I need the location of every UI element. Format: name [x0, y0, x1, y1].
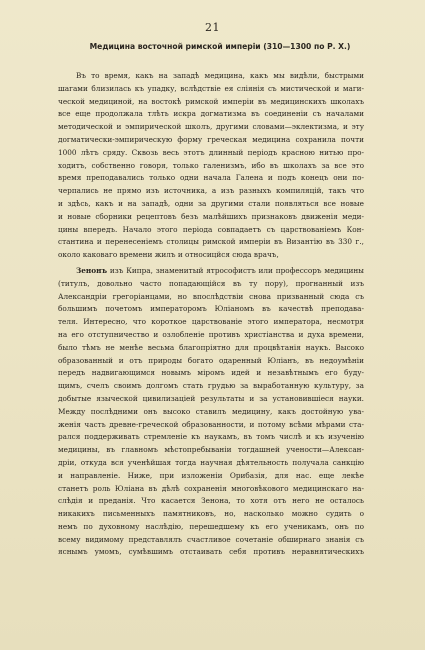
text-line: медицины, въ главномъ мѣстопребываніи тогдашней учености—Алексан- [58, 445, 364, 455]
text-line: стантина и перенесеніемъ столицы римской имперіи въ Византію въ 330 г., [58, 237, 364, 247]
text-line: методической и эмпирической школъ, другими словами—эклектизма, и эту [58, 122, 364, 132]
section-title: Медицина восточной римской имперіи (310—1300 по Р. Х.) [89, 42, 351, 51]
text-line: цины впередъ. Начало этого періода совпадаетъ съ царствованіемъ Кон- [58, 224, 364, 234]
text-line-lead [58, 265, 364, 278]
text-line: образованный и отъ природы богато одаренный Юліанъ, въ недоумѣніи [58, 355, 364, 365]
paragraph-1 [58, 70, 364, 262]
text-line: немъ по духовному наслѣдію, перешедшему къ его ученикамъ, онъ по [58, 521, 364, 531]
text-line: женія часть древне-греческой образованности, и потому всѣми мѣрами ста- [58, 419, 364, 429]
text-line: Въ то время, какъ на западѣ медицина, какъ мы видѣли, быстрыми [76, 71, 364, 80]
text-line: догматически-эмпирическую форму греческая медицина сохранила почти [58, 134, 364, 144]
text-line: и здѣсь, какъ и на западѣ, одни за другими стали появляться все новые [58, 198, 364, 208]
text-line: черпались не прямо изъ источника, а изъ разныхъ компиляцій, такъ что [58, 186, 364, 196]
text-line: яснымъ умомъ, сумѣвшимъ отстаивать себя противъ неравнятическихъ [58, 547, 364, 557]
text-line: все еще продолжала тлѣть искра догматизма въ соединеніи съ началами [58, 109, 364, 119]
text-line: Между послѣдними онъ высоко ставилъ медицину, какъ достойную ува- [58, 406, 364, 416]
text-line: большимъ почетомъ императоромъ Юліаномъ въ качествѣ преподава- [58, 304, 364, 314]
text-line: около каковаго времени жилъ и относицйся сюда врачъ, [58, 250, 279, 260]
text-line: добытые языческой цивилизаціей результаты и за установившіеся науки. [58, 393, 364, 403]
text-line: рался поддерживать стремленіе къ наукамъ, въ томъ числѣ и къ изученію [58, 432, 364, 442]
text-line: на его отступничество и озлобленіе противъ христіанства и духа времени, [58, 329, 364, 339]
text-line: время преподавались только одни начала Галена и подъ конецъ они по- [58, 173, 364, 183]
text-line: всему видимому представлялъ счастливое сочетаніе обширнаго знанія съ [58, 534, 364, 544]
text-line: 1000 лѣтъ сряду. Сквозь весь этотъ длинный періодъ красною нитью прo- [58, 147, 364, 157]
paragraph-2 [58, 265, 364, 559]
text-line: (титулъ, довольно часто попадающійся въ ту пору), прогнанный изъ [58, 278, 364, 288]
page-number: 21 [205, 21, 220, 34]
text-line: слѣдія и преданія. Что касается Зенона, то хотя отъ него не осталось [58, 496, 364, 506]
text-line: теля. Интересно, что короткое царствованіе этого императора, несмотря [58, 317, 364, 327]
body-text [58, 70, 364, 559]
text-line: и новые сборники рецептовъ безъ малѣйшихъ признаковъ движенія меди- [58, 211, 364, 221]
text-line: ческой медициной, на востокѣ римской имперіи въ медицинскихъ школахъ [58, 96, 364, 106]
text-line: щимъ, счелъ своимъ долгомъ стать грудью за выработанную культуру, за [58, 381, 364, 391]
text-line: передъ надвигающимся новымъ міромъ идей и незавѣтнымъ его буду- [58, 368, 364, 378]
text-line: Александріи грегоріанцами, но впослѣдствіи снова призванный сюда съ [58, 291, 364, 301]
text-line: было тѣмъ не менѣе весьма благопріятно для процвѣтанія наукъ. Высоко [58, 342, 364, 352]
lead-term: Зенонъ [76, 265, 108, 275]
text-line: дріи, откуда вся ученѣйшая тогда научная дѣятельность получала санкцію [58, 457, 364, 467]
text-line: станетъ роль Юліана въ дѣлѣ сохраненія многовѣкового медицинскаго на- [58, 483, 364, 493]
text-line: и направленіе. Ниже, при изложеніи Орибазія, для нас. еще лекѣе [58, 470, 364, 480]
text-line: никакихъ письменныхъ памятниковъ, но, насколько можно судить о [58, 509, 364, 519]
text-line: шагами близилась къ упадку, вслѣдствіе ея сліянія съ мистической и маги- [58, 83, 364, 93]
lead-line-rest: изъ Кипра, знаменитый ятрософистъ или профессоръ медицины [107, 265, 364, 275]
text-line: ходитъ, собственно говоря, только галенизмъ, ибо въ школахъ за все это [58, 160, 364, 170]
